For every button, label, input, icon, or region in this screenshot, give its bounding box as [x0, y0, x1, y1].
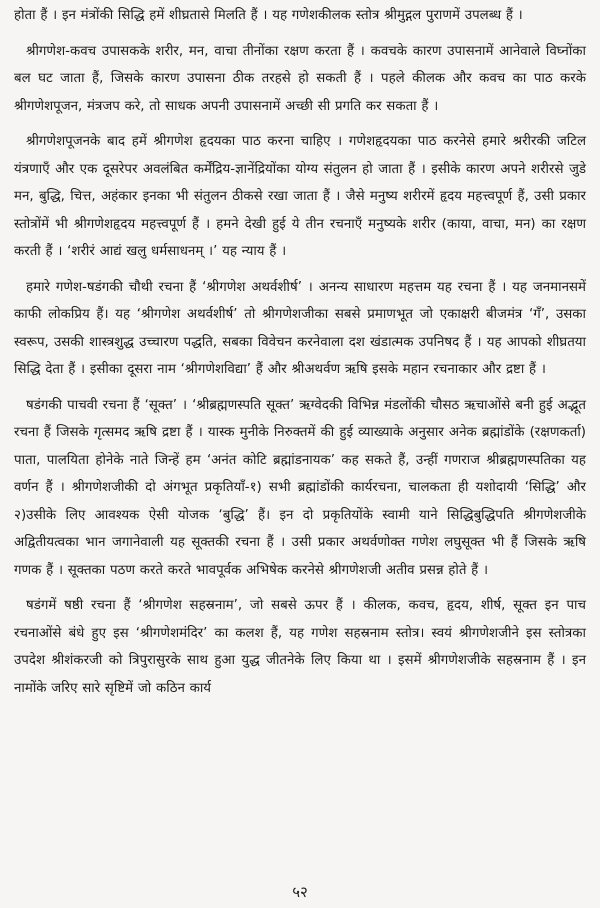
paragraph-4: हमारे गणेश-षडंगकी चौथी रचना हैं ‘श्रीगणेश अथर्वशीर्ष’ । अनन्य साधारण महत्तम यह रचना हैं । यह जनमानसमें काफी लोकप्रिय हैं। यह ‘श्रीगणेश अथर्वशीर्ष’ तो श्रीगणेशजीका सबसे प्रमाणभूत जो एकाक्षरी बीजमंत्र ‘गँ’, उसका स्वरूप, उसकी शास्त्रशुद्ध उच्चारण पद्धति, सबका विवेचन करनेवाला दश खंडात्मक उपनिषद हैं । यह आपको शीघ्रतया सिद्धि देता हैं । इसीका दूसरा नाम ‘श्रीगणेशविद्या’ हैं और श्रीअथर्वण ऋषि इसके महान रचनाकार और द्रष्टा हैं । [14, 279, 586, 377]
paragraph-5: षडंगकी पाचवी रचना हैं ‘सूक्त’ । ‘श्रीब्रह्मणस्पति सूक्त’ ऋग्वेदकी विभिन्न मंडलोंकी चौसठ ऋचाओंसे बनी हुई अद्भूत रचना हैं जिसके गृत्समद ऋषि द्रष्टा हैं । यास्क मुनीके निरुक्तमें की हुई व्याख्याके अनुसार अनेक ब्रह्मांडोंके (रक्षणकर्ता) पाता, पालयिता होनेके नाते जिन्हें हम ‘अनंत कोटि ब्रह्मांडनायक’ कह सकते हैं, उन्हीं गणराज श्रीब्रह्मणस्पतिका यह वर्णन हैं । श्रीगणेशजीकी दो अंगभूत प्रकृतियाँ-१) सभी ब्रह्मांडोंकी कार्यरचना, चालकता ही यशोदायी ‘सिद्धि’ और २)उसीके लिए आवश्यक ऐसी योजक ‘बुद्धि’ हैं। इन दो प्रकृतियोंके स्वामी याने सिद्धिबुद्धिपति श्रीगणेशजीके अद्वितीयत्वका भान जगानेवाली यह सूक्तकी रचना हैं । उसी प्रकार अथर्वणोक्त गणेश लघुसूक्त भी हैं जिसके ऋषि गणक हैं । सूक्तका पठण करते करते भावपूर्वक अभिषेक करनेसे श्रीगणेशजी अतीव प्रसन्न होते हैं । [14, 397, 586, 578]
paragraph-3: श्रीगणेशपूजनके बाद हमें श्रीगणेश हृदयका पाठ करना चाहिए । गणेशहृदयका पाठ करनेसे हमारे श्ररीरकी जटिल यंत्रणाएँ और एक दूसरेपर अवलंबित कर्मेंद्रिय-ज्ञानेंद्रियोंका योग्य संतुलन हो जाता हैं । इसीके कारण अपने शरीरसे जुडे मन, बुद्धि, चित्त, अहंकार इनका भी संतुलन ठीकसे रखा जाता हैं । जैसे मनुष्य शरीरमें हृदय महत्त्वपूर्ण हैं, उसी प्रकार स्तोत्रोंमें भी श्रीगणेशहृदय महत्त्वपूर्ण हैं । हमने देखी हुई ये तीन रचनाएँ मनुष्यके शरीर (काया, वाचा, मन) का रक्षण करती हैं । ‘शरीरं आद्यं खलु धर्मसाधनम् ।’ यह न्याय हैं । [14, 134, 586, 259]
paragraph-1: होता हैं । इन मंत्रोंकी सिद्धि हमें शीघ्रतासे मिलति हैं । यह गणेशकीलक स्तोत्र श्रीमुद्गल पुराणमें उपलब्ध हैं । [14, 8, 523, 23]
page-number: ५२ [292, 883, 308, 901]
paragraph-6: षडंगमें षष्ठी रचना हैं ‘श्रीगणेश सहस्रनाम’, जो सबसे ऊपर हैं । कीलक, कवच, हृदय, शीर्ष, सूक्त इन पाच रचनाओंसे बंधे हुए इस ‘श्रीगणेशमंदिर’ का कलश हैं, यह गणेश सहस्रनाम स्तोत्र। स्वयं श्रीगणेशजीने इस स्तोत्रका उपदेश श्रीशंकरजी को त्रिपुरासुरके साथ हुआ युद्ध जीतनेके लिए किया था । इसमें श्रीगणेशजीके सहस्रनाम हैं । इन नामोंके जरिए सारे सृष्टिमें जो कठिन कार्य [14, 598, 586, 696]
document-page [14, 2, 586, 908]
paragraph-2: श्रीगणेश-कवच उपासकके शरीर, मन, वाचा तीनोंका रक्षण करता हैं । कवचके कारण उपासनामें आनेवाले विघ्नोंका बल घट जाता हैं, जिसके कारण उपासना ठीक तरहसे हो सकती हैं । पहले कीलक और कवच का पाठ करके श्रीगणेशपूजन, मंत्रजप करे, तो साधक अपनी उपासनामें अच्छी सी प्रगति कर सकता हैं । [14, 43, 586, 114]
